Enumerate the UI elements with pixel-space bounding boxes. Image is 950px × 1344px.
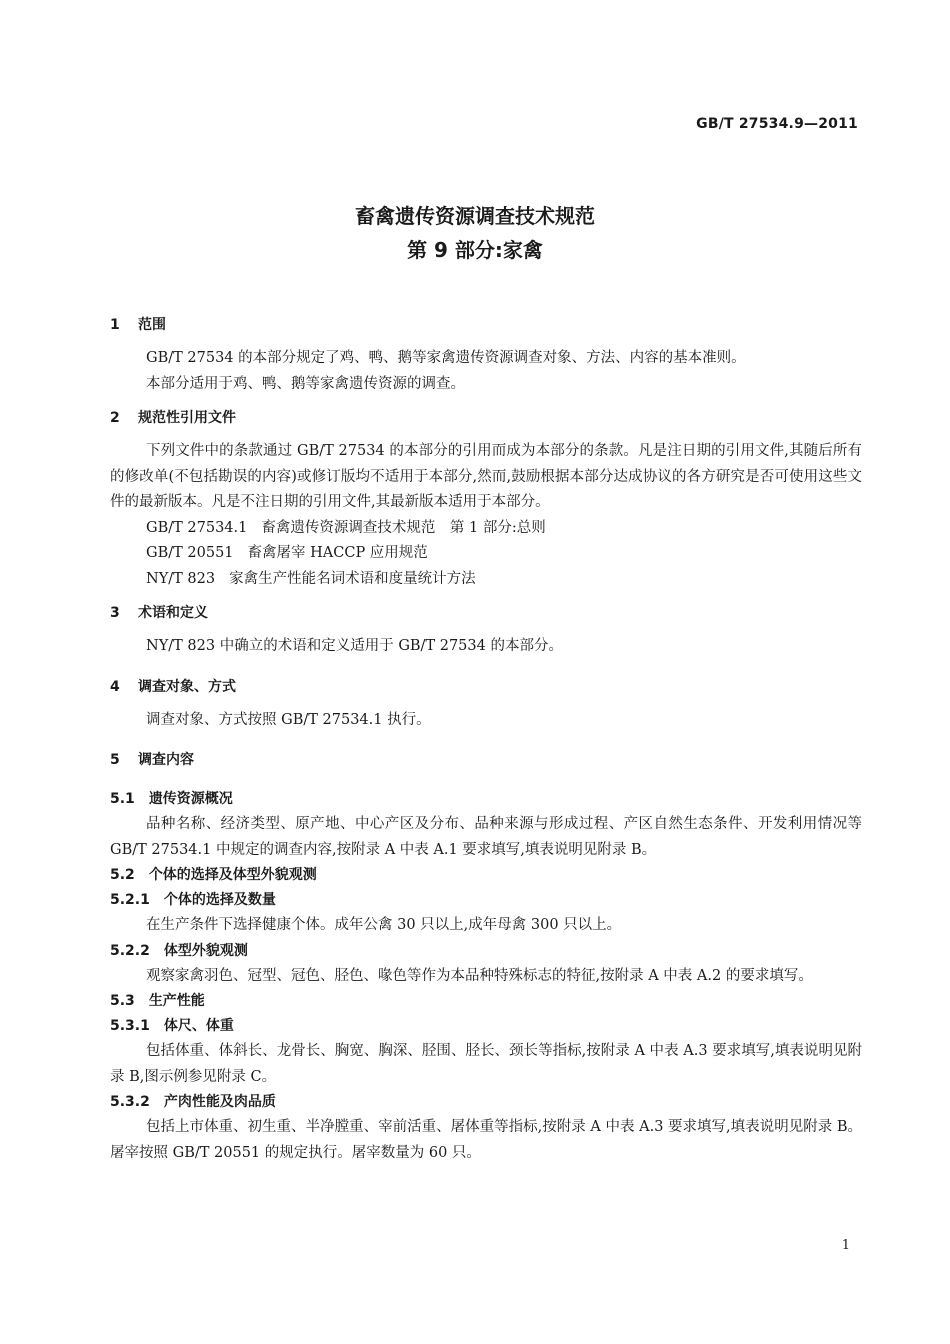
subsection-heading: 5.1 遗传资源概况 <box>110 791 233 807</box>
paragraph: 在生产条件下选择健康个体。成年公禽 30 只以上,成年母禽 300 只以上。 <box>146 917 622 933</box>
document-title: 畜禽遗传资源调查技术规范 <box>355 204 595 228</box>
paragraph: 包括上市体重、初生重、半净膛重、宰前活重、屠体重等指标,按附录 A 中表 A.3 要求填写,填表说明见附录 B。屠宰按照 GB/T 20551 的规定执行。屠宰数量为 60 只。 <box>110 1119 862 1161</box>
standard-number: GB/T 27534.9—2011 <box>696 116 858 132</box>
paragraph: 本部分适用于鸡、鸭、鹅等家禽遗传资源的调查。 <box>146 375 465 392</box>
section-heading: 3 术语和定义 <box>110 605 208 621</box>
paragraph: 观察家禽羽色、冠型、冠色、胫色、喙色等作为本品种特殊标志的特征,按附录 A 中表 A.2 的要求填写。 <box>146 967 813 984</box>
subsection-heading: 5.2.2 体型外貌观测 <box>110 942 248 959</box>
subsection-heading: 5.2.1 个体的选择及数量 <box>110 892 276 908</box>
subsection-heading: 5.3.1 体尺、体重 <box>110 1018 234 1034</box>
section-heading: 1 范围 <box>110 317 166 333</box>
section-heading: 4 调查对象、方式 <box>110 678 236 695</box>
reference-item: GB/T 27534.1 畜禽遗传资源调查技术规范 第 1 部分:总则 <box>146 519 546 536</box>
paragraph: NY/T 823 中确立的术语和定义适用于 GB/T 27534 的本部分。 <box>146 638 563 654</box>
paragraph: 包括体重、体斜长、龙骨长、胸宽、胸深、胫围、胫长、颈长等指标,按附录 A 中表 A.3 要求填写,填表说明见附录 B,图示例参见附录 C。 <box>110 1043 862 1085</box>
document-body <box>110 312 862 1166</box>
paragraph: 下列文件中的条款通过 GB/T 27534 的本部分的引用而成为本部分的条款。凡是注日期的引用文件,其随后所有的修改单(不包括勘误的内容)或修订版均不适用于本部分,然而,鼓励根据本部分达成协议的各方研究是否可使用这些文件的最新版本。凡是不注日期的引用文件,其最新版本适用于本部分。 <box>110 443 862 510</box>
paragraph: GB/T 27534 的本部分规定了鸡、鸭、鹅等家禽遗传资源调查对象、方法、内容的基本准则。 <box>146 350 746 366</box>
paragraph: 品种名称、经济类型、原产地、中心产区及分布、品种来源与形成过程、产区自然生态条件、开发利用情况等 GB/T 27534.1 中规定的调查内容,按附录 A 中表 A.1 要求填写,填表说明见附录 B。 <box>110 816 862 858</box>
section-heading: 2 规范性引用文件 <box>110 410 236 426</box>
subsection-heading: 5.2 个体的选择及体型外貌观测 <box>110 867 317 883</box>
paragraph: 调查对象、方式按照 GB/T 27534.1 执行。 <box>146 711 431 728</box>
subsection-heading: 5.3.2 产肉性能及肉品质 <box>110 1094 276 1110</box>
document-subtitle: 第 9 部分:家禽 <box>407 238 543 262</box>
page-number: 1 <box>841 1238 850 1253</box>
section-heading: 5 调查内容 <box>110 752 194 768</box>
reference-item: GB/T 20551 畜禽屠宰 HACCP 应用规范 <box>146 545 428 561</box>
subsection-heading: 5.3 生产性能 <box>110 993 205 1009</box>
reference-item: NY/T 823 家禽生产性能名词术语和度量统计方法 <box>146 570 476 587</box>
